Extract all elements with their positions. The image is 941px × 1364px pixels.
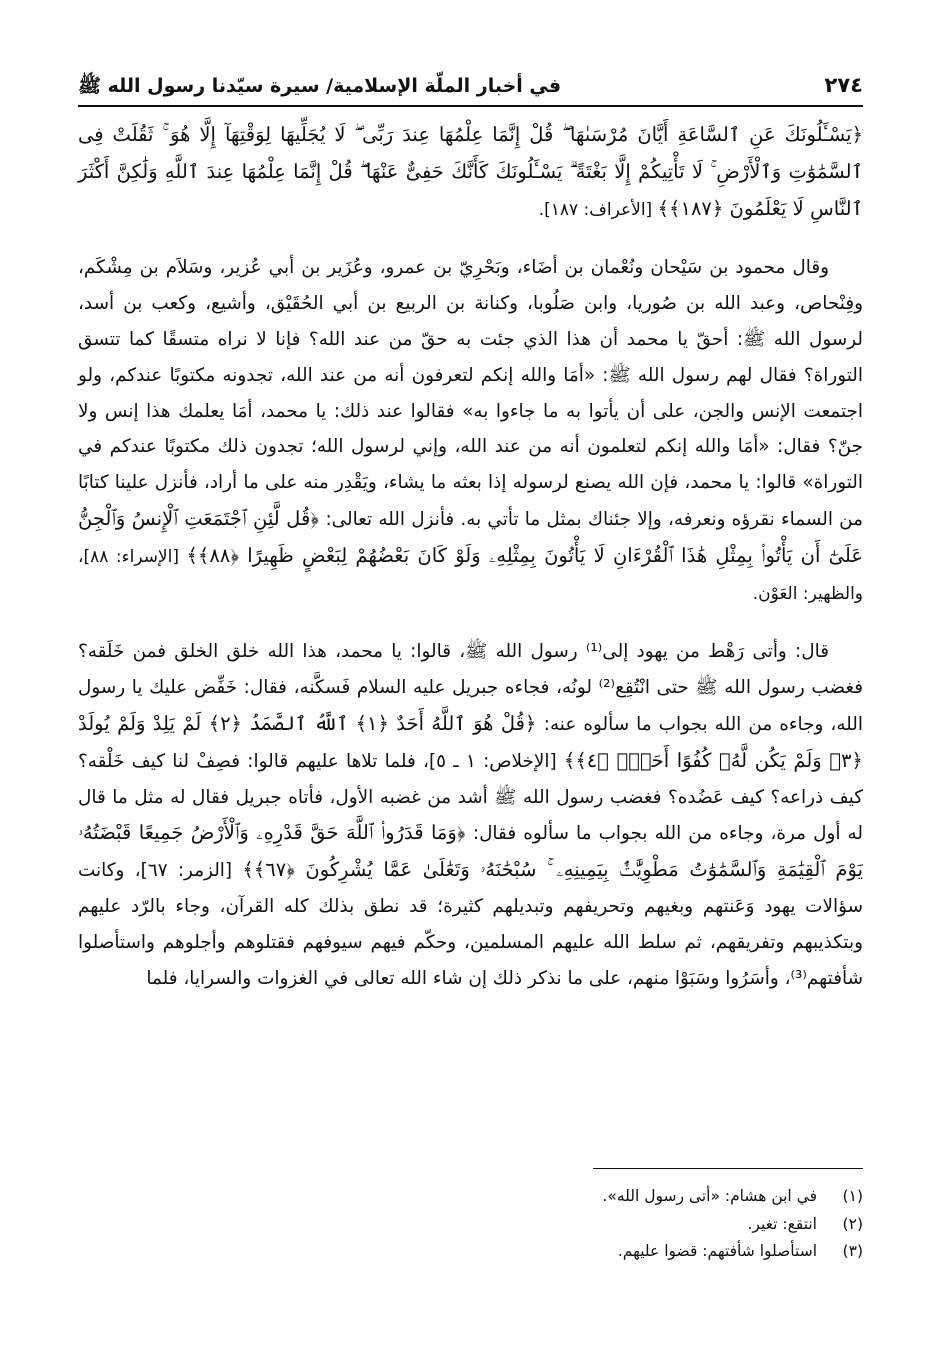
footnote: [263, 1183, 863, 1211]
quran-verse: ﴿قُل لَّئِنِ ٱجْتَمَعَتِ ٱلْإِنسُ وَٱلْجِنُّ عَلَىٰٓ أَن يَأْتُوا۟ بِمِثْلِ هَٰذَا ٱلْقُرْءَانِ لَا يَأْتُونَ بِمِثْلِهِۦ وَلَوْ كَانَ بَعْضُهُمْ لِبَعْضٍ ظَهِيرًا ﴿٨٨﴾﴾: [78, 506, 863, 567]
footnotes: [263, 1183, 863, 1266]
paragraph-text: [الإسراء: ٨٨]، والظهير: العَوْن.: [78, 546, 863, 604]
footnote-number: (١): [842, 1187, 863, 1205]
page-number: ٢٧٤: [824, 73, 863, 97]
running-header: [78, 72, 863, 107]
paragraph: [78, 634, 863, 996]
footnote-text: انتقع: تغير.: [747, 1214, 817, 1233]
paragraph-text: [الزمر: ٦٧]، وكانت سؤالات يهود وَعَنتهم وبغيهم وتحريفهم وتبديلهم كثيرة؛ قد نطق بذلك كله القرآن، وجاء بالرّد عليهم وبتكذيبهم وتفريقهم، ثم سلط الله عليهم المسلمين، وحكّم فيهم سيوفهم فقتلوهم وأجلوهم واستأصلوا شأفتهم⁽³⁾، وأسَرُوا وسَبَوْا منهم، على ما نذكر ذلك إن شاء الله تعالى في الغزوات والسرايا، فلما: [78, 860, 863, 989]
footnote-number: (٢): [842, 1214, 863, 1233]
paragraph-text: قال: وأتى رَهْط من يهود إلى⁽¹⁾ رسول الله ﷺ، قالوا: يا محمد، هذا الله خلق الخلق فمن خَلَقه؟ فغضب رسول الله ﷺ حتى انْتُقِع⁽²⁾ لونُه، فجاءه جبريل عليه السلام فَسكَّنه، فقال: خَفِّض عليك يا رسول الله، وجاءه من الله بجواب ما سألوه عنه:: [78, 641, 864, 735]
running-title: في أخبار الملّة الإسلامية/ سيرة سيّدنا رسول الله ﷺ: [78, 75, 562, 97]
quran-verse-paragraph: [78, 117, 863, 228]
quran-verse: ﴿قُلْ هُوَ ٱللَّهُ أَحَدٌ ﴿١﴾ ٱللَّهُ ٱلصَّمَدُ ﴿٢﴾ لَمْ يَلِدْ وَلَمْ يُولَدْ ﴿٣﴾ وَلَمْ يَكُن لَّهُۥ كُفُوًا أَحَدٌۢ ﴿٤﴾﴾: [78, 711, 863, 772]
paragraph-text: [الإخلاص: ١ ـ ٥]، فلما تلاها عليهم قالوا: فصِفْ لنا كيف خَلْقه؟ كيف ذراعه؟ كيف عَضُده؟ فغضب رسول الله ﷺ أشد من غضبه الأول، فأتاه جبريل فقال له مثل ما قال له أول مرة، وجاءه من الله بجواب ما سألوه فقال:: [78, 750, 863, 845]
footnote-number: (٣): [842, 1242, 863, 1260]
quran-verse: ﴿يَسْـَٔلُونَكَ عَنِ ٱلسَّاعَةِ أَيَّانَ مُرْسَىٰهَا ۖ قُلْ إِنَّمَا عِلْمُهَا عِندَ رَبِّى ۖ لَا يُجَلِّيهَا لِوَقْتِهَآ إِلَّا هُوَ ۚ ثَقُلَتْ فِى ٱلسَّمَٰوَٰتِ وَٱلْأَرْضِ ۚ لَا تَأْتِيكُمْ إِلَّا بَغْتَةً ۗ يَسْـَٔلُونَكَ كَأَنَّكَ حَفِىٌّ عَنْهَا ۖ قُلْ إِنَّمَا عِلْمُهَا عِندَ ٱللَّهِ وَلَٰكِنَّ أَكْثَرَ ٱلنَّاسِ لَا يَعْلَمُونَ ﴿١٨٧﴾﴾: [78, 123, 863, 220]
paragraph: [78, 250, 863, 612]
quran-verse: ﴿وَمَا قَدَرُوا۟ ٱللَّهَ حَقَّ قَدْرِهِۦ وَٱلْأَرْضُ جَمِيعًا قَبْضَتُهُۥ يَوْمَ ٱلْقِيَٰمَةِ وَٱلسَّمَٰوَٰتُ مَطْوِيَّٰتٌۢ بِيَمِينِهِۦ ۚ سُبْحَٰنَهُۥ وَتَعَٰلَىٰ عَمَّا يُشْرِكُونَ ﴿٦٧﴾﴾: [78, 821, 864, 882]
footnote-text: استأصلوا شأفتهم: قضوا عليهم.: [617, 1242, 817, 1260]
footnote-text: في ابن هشام: «أتى رسول الله».: [602, 1187, 817, 1205]
verse-reference: [الأعراف: ١٨٧].: [538, 199, 658, 220]
body-text: [78, 117, 863, 996]
footnote: [263, 1211, 863, 1239]
footnote-divider: [593, 1168, 863, 1169]
paragraph-text: وقال محمود بن سَيْحان ونُعْمان بن أضَاء، وبَحْرِيّ بن عمرو، وعُزَير بن أبي عُزير، وسَلاَم بن مِشْكَم، وفِنْحاص، وعبد الله بن صُوريا، وابن صَلُوبا، وكنانة بن الربيع بن أبي الحُقَيْق، وأشيع، وكعب بن أسد، لرسول الله ﷺ: أحقّ يا محمد أن هذا الذي جئت به حقّ من عند الله؟ فإنا لا نراه متسقًا كما تتسق التوراة؟ فقال لهم رسول الله ﷺ: «أمَا والله إنكم لتعرفون أنه من عند الله، تجدونه مكتوبًا عندكم، ولو اجتمعت الإنس والجن، على أن يأتوا به ما جاءوا به» فقالوا عند ذلك: يا محمد، أمَا يعلمك هذا إنس ولا جنّ؟ فقال: «أمَا والله إنكم لتعلمون أنه من عند الله، وإني لرسول الله؛ تجدون ذلك مكتوبًا عندكم في التوراة» قالوا: يا محمد، فإن الله يصنع لرسوله إذا بعثه ما يشاء، ويَقْدِر منه على ما أراد، فأنزل علينا كتابًا من السماء نقرؤه ونعرفه، وإلا جئناك بمثل ما تأتي به. فأنزل الله تعالى:: [78, 257, 863, 530]
footnote: [263, 1238, 863, 1266]
